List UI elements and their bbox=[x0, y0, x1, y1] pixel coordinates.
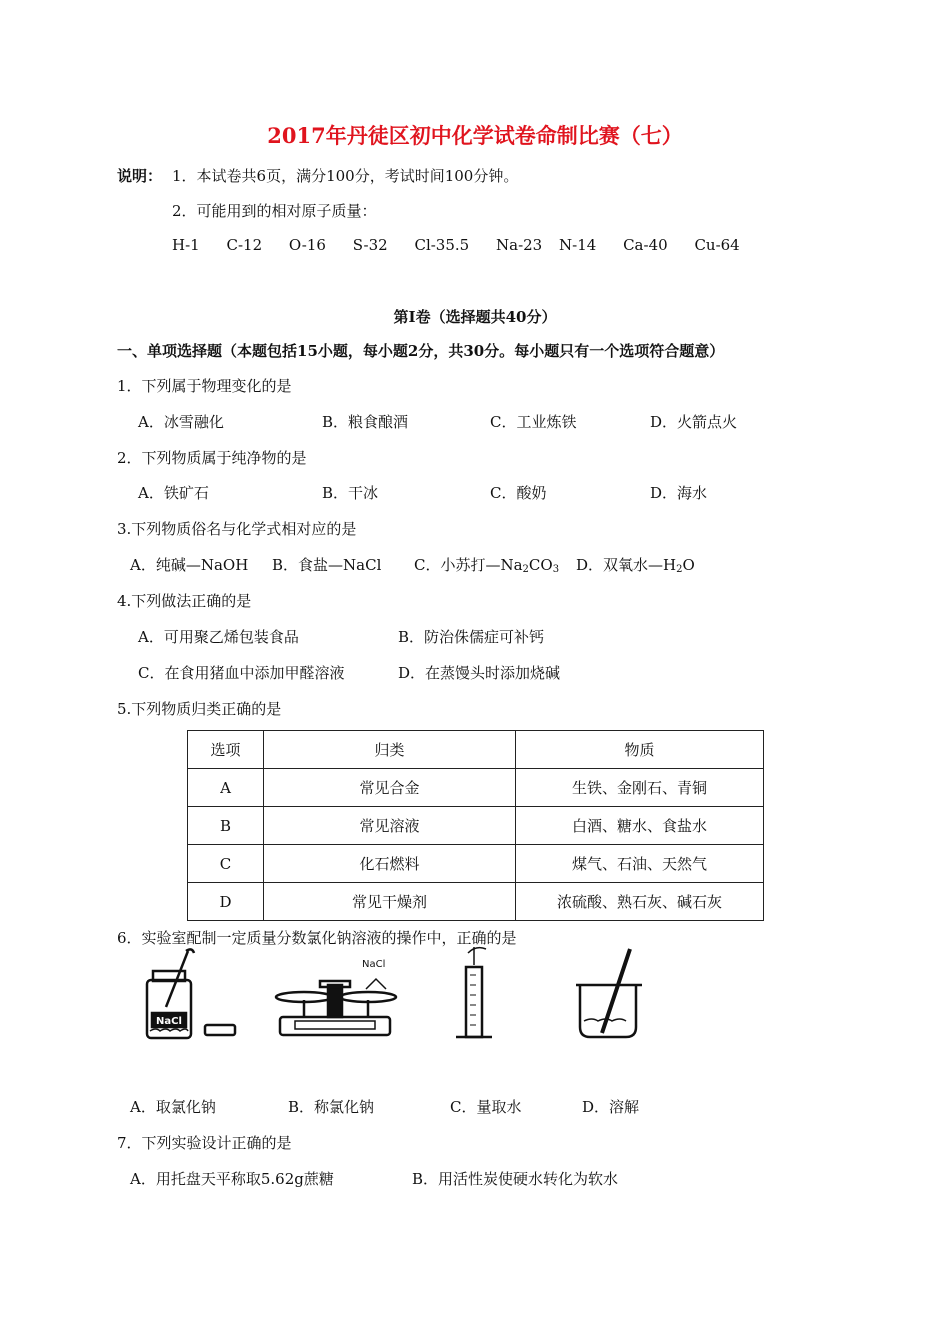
q3-option-c-text: C．小苏打—Na bbox=[414, 556, 523, 574]
section1-header: 一、单项选择题（本题包括15小题，每小题2分，共30分。每小题只有一个选项符合题意） bbox=[117, 342, 725, 360]
table-cell: 煤气、石油、天然气 bbox=[516, 845, 764, 883]
q3-option-d-text-2: O bbox=[682, 556, 695, 574]
q3-option-b: B．食盐—NaCl bbox=[272, 556, 382, 574]
q1-option-d: D．火箭点火 bbox=[650, 413, 738, 431]
classification-table bbox=[187, 730, 764, 921]
mass-h: H-1 bbox=[172, 236, 200, 254]
balance-figure bbox=[276, 959, 396, 1035]
mass-ca: Ca-40 bbox=[623, 236, 668, 254]
table-cell: 常见溶液 bbox=[264, 807, 516, 845]
table-cell: 生铁、金刚石、青铜 bbox=[516, 769, 764, 807]
mass-na: Na-23 bbox=[496, 236, 543, 254]
question-4-stem: 4.下列做法正确的是 bbox=[117, 592, 252, 610]
table-header-cell: 选项 bbox=[188, 731, 264, 769]
question-6-stem: 6．实验室配制一定质量分数氯化钠溶液的操作中，正确的是 bbox=[117, 929, 517, 947]
q3-option-c-text-2: CO bbox=[528, 556, 553, 574]
mass-cu: Cu-64 bbox=[694, 236, 740, 254]
table-row bbox=[188, 845, 764, 883]
q6-option-a: A．取氯化钠 bbox=[130, 1098, 216, 1116]
question-2-stem: 2．下列物质属于纯净物的是 bbox=[117, 449, 307, 467]
table-header-cell: 物质 bbox=[516, 731, 764, 769]
q4-option-d: D．在蒸馒头时添加烧碱 bbox=[398, 664, 561, 682]
page-title: 2017年丹徒区初中化学试卷命制比赛（七） bbox=[267, 123, 683, 148]
mass-cl: Cl-35.5 bbox=[414, 236, 470, 254]
cylinder-figure bbox=[456, 947, 492, 1037]
jar-label: NaCl bbox=[156, 1016, 182, 1027]
q3-option-d-sub: 2 bbox=[676, 564, 683, 575]
table-row bbox=[188, 883, 764, 921]
q6-option-c: C．量取水 bbox=[450, 1098, 522, 1116]
q2-option-d: D．海水 bbox=[650, 484, 708, 502]
table-cell: 白酒、糖水、食盐水 bbox=[516, 807, 764, 845]
atomic-masses bbox=[172, 236, 740, 254]
q4-option-a: A．可用聚乙烯包装食品 bbox=[138, 628, 299, 646]
q2-option-a: A．铁矿石 bbox=[138, 484, 209, 502]
question-1-stem: 1．下列属于物理变化的是 bbox=[117, 377, 292, 395]
q7-option-a: A．用托盘天平称取5.62g蔗糖 bbox=[130, 1170, 334, 1188]
mass-o: O-16 bbox=[288, 236, 326, 254]
table-cell: A bbox=[188, 769, 264, 807]
notes-line-2: 2．可能用到的相对原子质量： bbox=[172, 202, 377, 220]
balance-label: NaCl bbox=[362, 959, 386, 970]
q3-option-d-text: D．双氧水—H bbox=[576, 556, 677, 574]
table-row bbox=[188, 769, 764, 807]
q1-option-c: C．工业炼铁 bbox=[490, 413, 577, 431]
beaker-figure bbox=[576, 949, 642, 1037]
q6-option-b: B．称氯化钠 bbox=[288, 1098, 375, 1116]
q3-option-c bbox=[414, 554, 559, 575]
question-5-stem: 5.下列物质归类正确的是 bbox=[117, 700, 282, 718]
q3-option-c-sub-1: 2 bbox=[522, 564, 529, 575]
table-header-cell: 归类 bbox=[264, 731, 516, 769]
q4-option-b: B．防治侏儒症可补钙 bbox=[398, 628, 545, 646]
q4-option-c: C．在食用猪血中添加甲醛溶液 bbox=[138, 664, 345, 682]
mass-n: N-14 bbox=[559, 236, 597, 254]
q1-option-b: B．粮食酿酒 bbox=[322, 413, 409, 431]
q3-option-d bbox=[576, 554, 695, 575]
q6-option-d: D．溶解 bbox=[582, 1098, 640, 1116]
q1-option-a: A．冰雪融化 bbox=[138, 413, 224, 431]
table-cell: 常见合金 bbox=[264, 769, 516, 807]
table-cell: B bbox=[188, 807, 264, 845]
table-cell: 浓硫酸、熟石灰、碱石灰 bbox=[516, 883, 764, 921]
q3-option-c-sub-2: 3 bbox=[552, 564, 560, 575]
notes-label: 说明： bbox=[117, 167, 163, 185]
reagent-jar-figure bbox=[147, 949, 235, 1038]
q2-option-c: C．酸奶 bbox=[490, 484, 547, 502]
table-row bbox=[188, 807, 764, 845]
notes-line-1: 1．本试卷共6页，满分100分，考试时间100分钟。 bbox=[172, 167, 519, 185]
part1-header: 第Ⅰ卷（选择题共40分） bbox=[393, 308, 557, 326]
question-3-stem: 3.下列物质俗名与化学式相对应的是 bbox=[117, 520, 357, 538]
q3-option-a: A．纯碱—NaOH bbox=[130, 556, 249, 574]
question-7-stem: 7．下列实验设计正确的是 bbox=[117, 1134, 292, 1152]
q7-option-b: B．用活性炭使硬水转化为软水 bbox=[412, 1170, 619, 1188]
table-cell: 化石燃料 bbox=[264, 845, 516, 883]
table-cell: D bbox=[188, 883, 264, 921]
mass-c: C-12 bbox=[226, 236, 263, 254]
table-header-row bbox=[188, 731, 764, 769]
table-cell: C bbox=[188, 845, 264, 883]
table-cell: 常见干燥剂 bbox=[264, 883, 516, 921]
mass-s: S-32 bbox=[352, 236, 388, 254]
q2-option-b: B．干冰 bbox=[322, 484, 379, 502]
lab-figures bbox=[130, 945, 820, 1045]
